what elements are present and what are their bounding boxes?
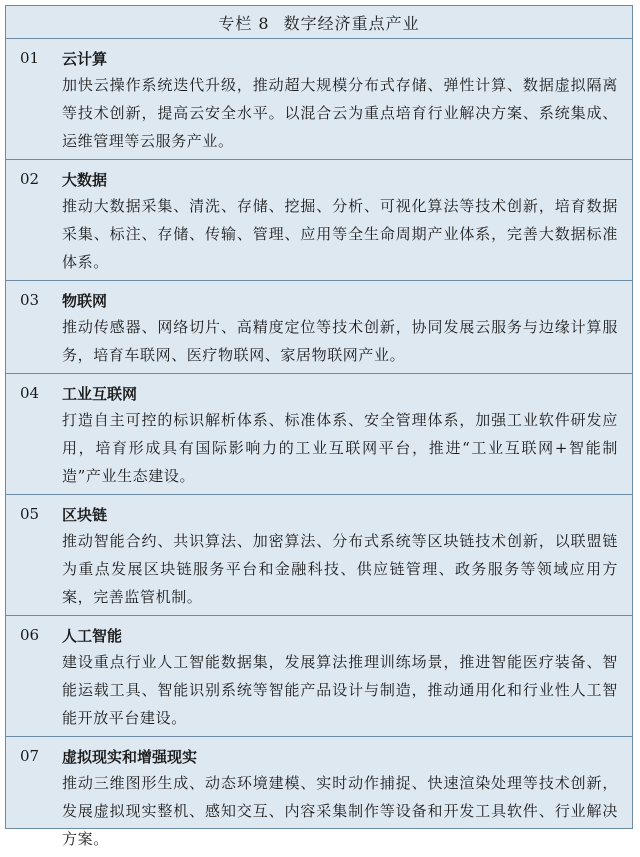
section-title: 云计算 (62, 49, 108, 68)
section-cloud-computing (6, 39, 632, 160)
section-number: 02 (20, 170, 40, 188)
section-number: 06 (20, 626, 40, 644)
section-title: 工业互联网 (62, 384, 138, 403)
section-body: 推动三维图形生成、动态环境建模、实时动作捕捉、快速渲染处理等技术创新，发展虚拟现实整机、感知交互、内容采集制作等设备和开发工具软件、行业解决方案。 (62, 774, 618, 848)
section-industrial-internet (6, 374, 632, 495)
section-number: 04 (20, 384, 40, 402)
section-ai (6, 616, 632, 737)
column-label: 专栏 8 (218, 13, 270, 33)
box-header (6, 6, 632, 39)
box-title: 数字经济重点产业 (283, 13, 420, 33)
section-body: 加快云操作系统迭代升级，推动超大规模分布式存储、弹性计算、数据虚拟隔离等技术创新，提高云安全水平。以混合云为重点培育行业解决方案、系统集成、运维管理等云服务产业。 (62, 76, 618, 150)
feature-box (5, 5, 633, 848)
section-body: 推动传感器、网络切片、高精度定位等技术创新，协同发展云服务与边缘计算服务，培育车联网、医疗物联网、家居物联网产业。 (62, 318, 618, 364)
section-title: 区块链 (62, 505, 108, 524)
section-body: 建设重点行业人工智能数据集，发展算法推理训练场景，推进智能医疗装备、智能运载工具、智能识别系统等智能产品设计与制造，推动通用化和行业性人工智能开放平台建设。 (62, 653, 618, 727)
section-title: 人工智能 (62, 626, 123, 645)
section-title: 物联网 (62, 291, 108, 310)
section-blockchain (6, 495, 632, 616)
section-body: 推动智能合约、共识算法、加密算法、分布式系统等区块链技术创新，以联盟链为重点发展区块链服务平台和金融科技、供应链管理、政务服务等领域应用方案，完善监管机制。 (62, 532, 618, 606)
section-title: 大数据 (62, 170, 108, 189)
section-number: 05 (20, 505, 40, 523)
section-body: 打造自主可控的标识解析体系、标准体系、安全管理体系，加强工业软件研发应用，培育形成具有国际影响力的工业互联网平台，推进“工业互联网+智能制造”产业生态建设。 (62, 411, 618, 485)
section-vr-ar (6, 737, 632, 857)
section-big-data (6, 160, 632, 281)
section-number: 07 (20, 747, 40, 765)
section-iot (6, 281, 632, 374)
section-number: 03 (20, 291, 40, 309)
section-number: 01 (20, 49, 40, 67)
section-title: 虚拟现实和增强现实 (62, 747, 198, 766)
section-body: 推动大数据采集、清洗、存储、挖掘、分析、可视化算法等技术创新，培育数据采集、标注、存储、传输、管理、应用等全生命周期产业体系，完善大数据标准体系。 (62, 197, 618, 271)
